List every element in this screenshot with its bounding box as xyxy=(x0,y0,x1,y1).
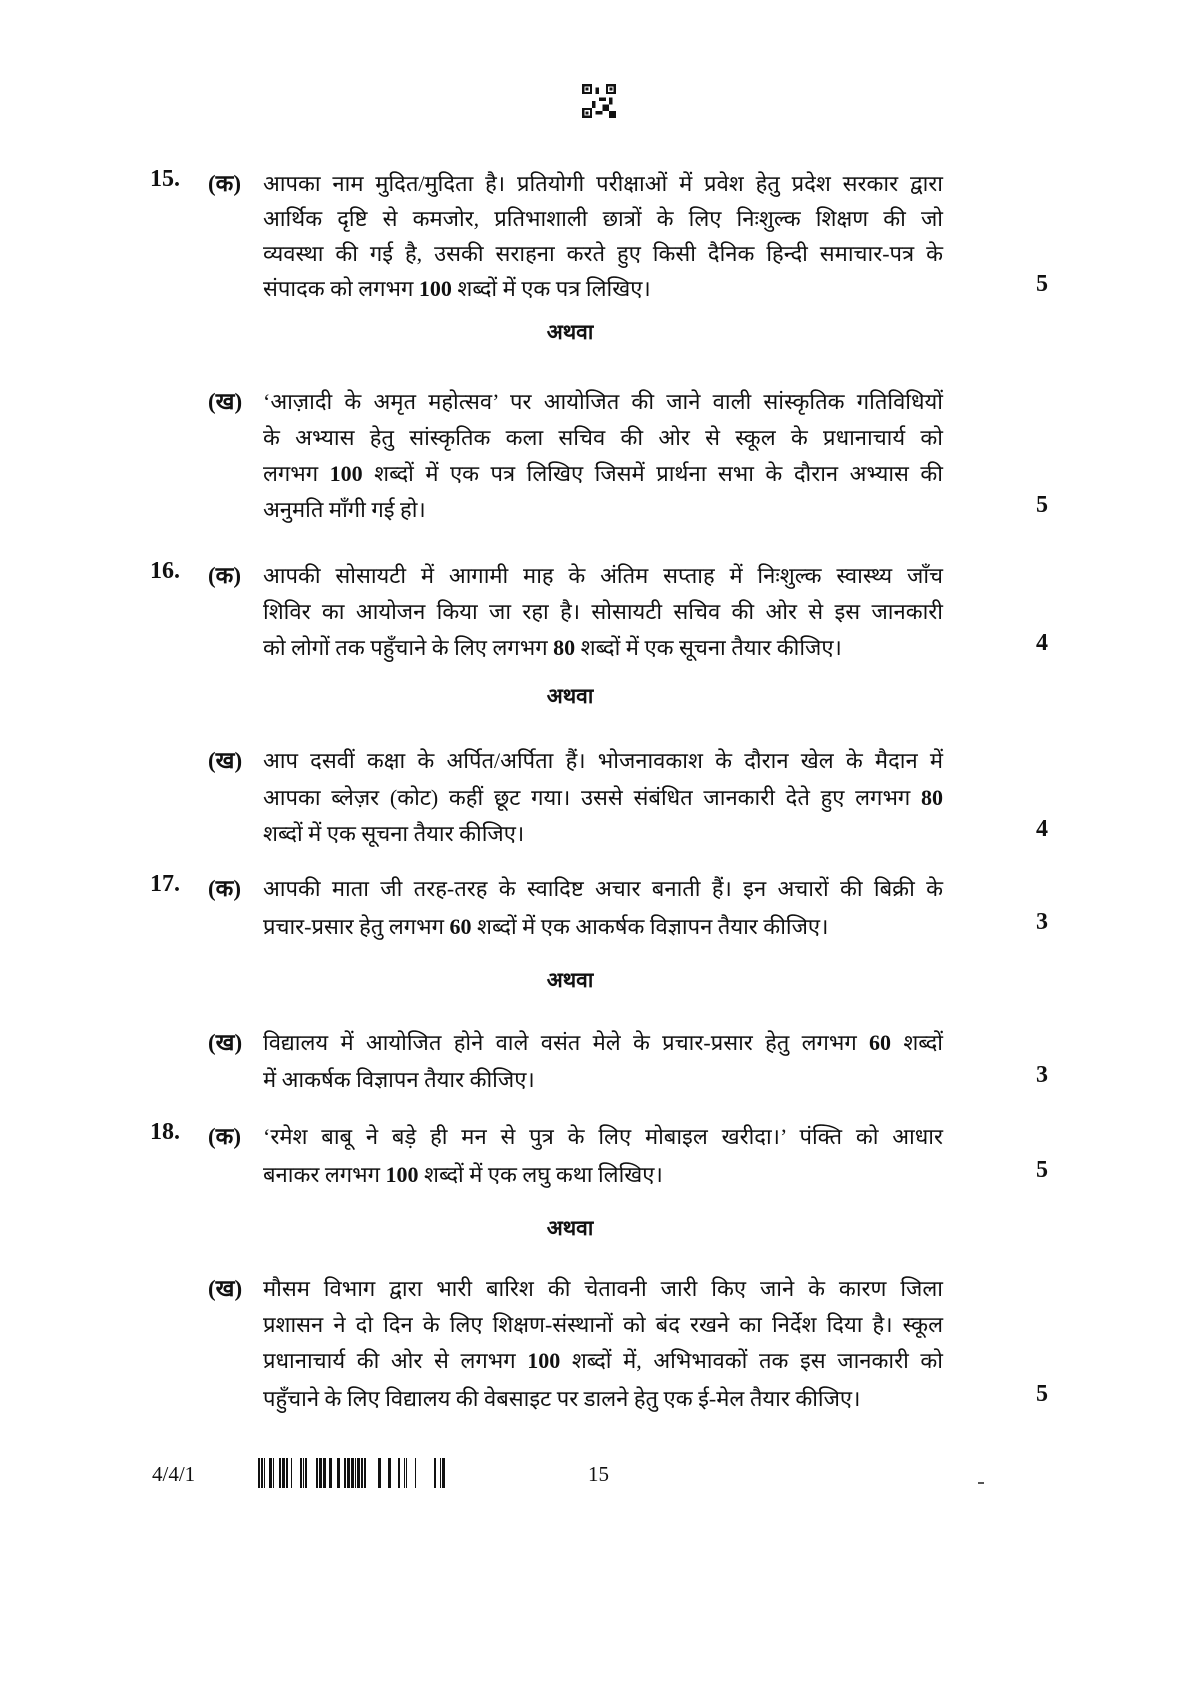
question-text-line: शब्दों में एक सूचना तैयार कीजिए। xyxy=(263,821,525,846)
or-label: अथवा xyxy=(546,1216,594,1240)
question-text-line: प्रचार-प्रसार हेतु लगभग 60 शब्दों में एक आकर्षक विज्ञापन तैयार कीजिए। xyxy=(263,914,829,939)
scan-mark xyxy=(978,1482,984,1484)
part-label: (क) xyxy=(208,563,241,588)
question-number: 15. xyxy=(150,166,180,192)
qr-code-icon xyxy=(582,84,616,118)
part-label: (ख) xyxy=(208,389,243,414)
question-text-line: शिविर का आयोजन किया जा रहा है। सोसायटी सचिव की ओर से इस जानकारी xyxy=(263,599,943,624)
part-label: (ख) xyxy=(208,748,243,773)
question-text-line: संपादक को लगभग 100 शब्दों में एक पत्र लिखिए। xyxy=(263,276,651,301)
barcode-icon xyxy=(258,1458,448,1488)
question-text-line: प्रशासन ने दो दिन के लिए शिक्षण-संस्थानों को बंद रखने का निर्देश दिया है। स्कूल xyxy=(263,1312,943,1337)
question-text-line: विद्यालय में आयोजित होने वाले वसंत मेले के प्रचार-प्रसार हेतु लगभग 60 शब्दों xyxy=(263,1030,943,1055)
part-label: (क) xyxy=(208,171,241,196)
part-label: (क) xyxy=(208,876,241,901)
question-text-line: के अभ्यास हेतु सांस्कृतिक कला सचिव की ओर से स्कूल के प्रधानाचार्य को xyxy=(263,425,943,450)
part-label: (ख) xyxy=(208,1276,243,1301)
question-text-line: को लोगों तक पहुँचाने के लिए लगभग 80 शब्दों में एक सूचना तैयार कीजिए। xyxy=(263,635,842,660)
question-number: 18. xyxy=(150,1119,180,1145)
question-text-line: लगभग 100 शब्दों में एक पत्र लिखिए जिसमें प्रार्थना सभा के दौरान अभ्यास की xyxy=(263,461,943,486)
question-text-line: आप दसवीं कक्षा के अर्पित/अर्पिता हैं। भोजनावकाश के दौरान खेल के मैदान में xyxy=(263,748,943,773)
question-text-line: आर्थिक दृष्टि से कमजोर, प्रतिभाशाली छात्रों के लिए निःशुल्क शिक्षण की जो xyxy=(263,206,943,231)
question-number: 16. xyxy=(150,558,180,584)
marks-value: 3 xyxy=(1036,1062,1048,1088)
marks-value: 5 xyxy=(1036,1381,1048,1407)
part-label: (क) xyxy=(208,1124,241,1149)
question-text-line: ‘आज़ादी के अमृत महोत्सव’ पर आयोजित की जाने वाली सांस्कृतिक गतिविधियों xyxy=(263,389,943,414)
question-text-line: मौसम विभाग द्वारा भारी बारिश की चेतावनी जारी किए जाने के कारण जिला xyxy=(263,1276,943,1301)
question-text-line: आपकी माता जी तरह-तरह के स्वादिष्ट अचार बनाती हैं। इन अचारों की बिक्री के xyxy=(263,876,943,901)
question-text-line: व्यवस्था की गई है, उसकी सराहना करते हुए किसी दैनिक हिन्दी समाचार-पत्र के xyxy=(263,241,943,266)
question-text-line: आपकी सोसायटी में आगामी माह के अंतिम सप्ताह में निःशुल्क स्वास्थ्य जाँच xyxy=(263,563,943,588)
or-separator xyxy=(0,318,1190,346)
question-text-line: आपका ब्लेज़र (कोट) कहीं छूट गया। उससे संबंधित जानकारी देते हुए लगभग 80 xyxy=(263,785,943,810)
or-separator xyxy=(0,682,1190,710)
question-text-line: में आकर्षक विज्ञापन तैयार कीजिए। xyxy=(263,1067,535,1092)
page-number: 15 xyxy=(588,1462,609,1486)
question-text-line: अनुमति माँगी गई हो। xyxy=(263,497,426,522)
question-text-line: बनाकर लगभग 100 शब्दों में एक लघु कथा लिखिए। xyxy=(263,1162,663,1187)
or-separator xyxy=(0,966,1190,994)
question-text-line: प्रधानाचार्य की ओर से लगभग 100 शब्दों में, अभिभावकों तक इस जानकारी को xyxy=(263,1348,943,1373)
marks-value: 5 xyxy=(1036,1157,1048,1183)
question-text-line: आपका नाम मुदित/मुदिता है। प्रतियोगी परीक्षाओं में प्रवेश हेतु प्रदेश सरकार द्वारा xyxy=(263,171,943,196)
question-number: 17. xyxy=(150,871,180,897)
marks-value: 4 xyxy=(1036,630,1048,656)
marks-value: 5 xyxy=(1036,492,1048,518)
or-label: अथवा xyxy=(546,684,594,708)
marks-value: 5 xyxy=(1036,271,1048,297)
or-separator xyxy=(0,1214,1190,1242)
marks-value: 3 xyxy=(1036,909,1048,935)
question-text-line: ‘रमेश बाबू ने बड़े ही मन से पुत्र के लिए मोबाइल खरीदा।’ पंक्ति को आधार xyxy=(263,1124,943,1149)
part-label: (ख) xyxy=(208,1030,243,1055)
marks-value: 4 xyxy=(1036,816,1048,842)
or-label: अथवा xyxy=(546,320,594,344)
or-label: अथवा xyxy=(546,968,594,992)
question-text-line: पहुँचाने के लिए विद्यालय की वेबसाइट पर डालने हेतु एक ई-मेल तैयार कीजिए। xyxy=(263,1386,861,1411)
paper-code: 4/4/1 xyxy=(152,1462,196,1486)
